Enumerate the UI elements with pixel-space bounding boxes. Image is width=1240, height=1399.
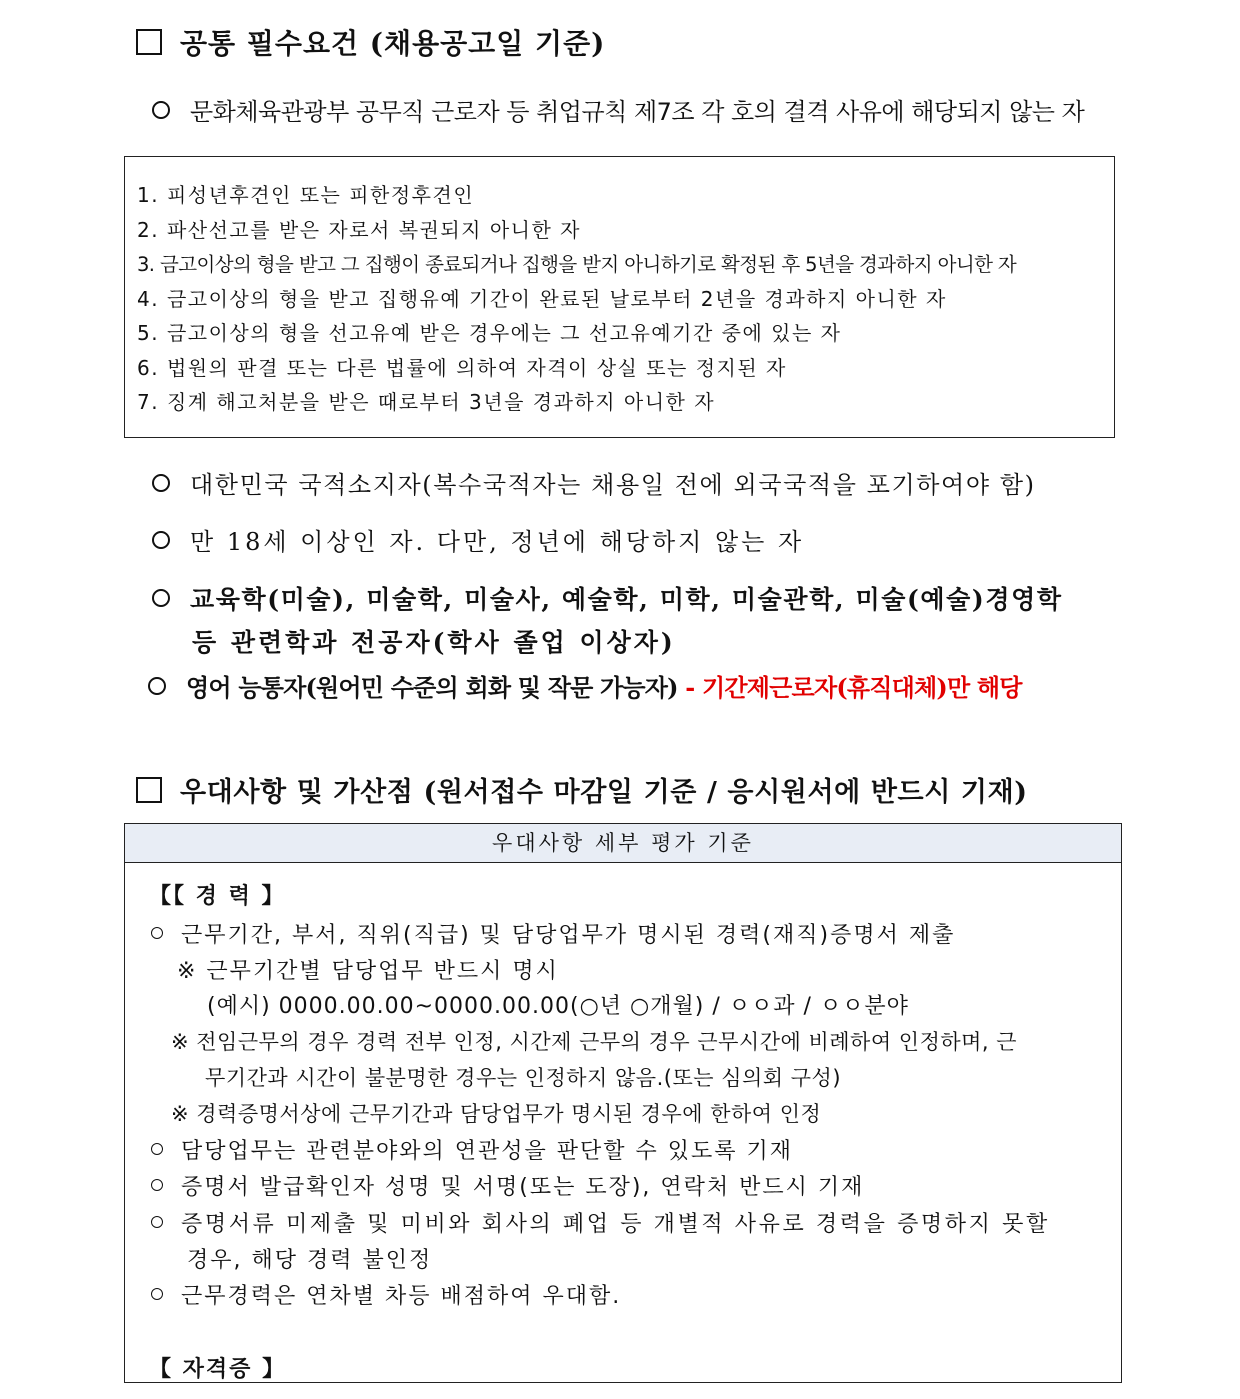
license-title: 【 자격증 】: [149, 1357, 287, 1382]
bullet-major: 교육학(미술), 미술학, 미술사, 예술학, 미학, 미술관학, 미술(예술)경영학: [152, 580, 1063, 616]
circle-bullet-icon: [152, 589, 170, 607]
career-example: (예시) 0000.00.00~0000.00.00(○년 ○개월) / ㅇㅇ과 / ㅇㅇ분야: [207, 994, 909, 1019]
list-item: 2. 파산선고를 받은 자로서 복권되지 아니한 자: [137, 218, 581, 242]
circle-bullet-icon: [148, 677, 166, 695]
circle-bullet-icon: [152, 474, 170, 492]
career-note: ※ 경력증명서상에 근무기간과 담당업무가 명시된 경우에 한하여 인정: [171, 1102, 822, 1126]
career-note: ※ 근무기간별 담당업무 반드시 명시: [177, 959, 559, 984]
circle-bullet-icon: [152, 101, 170, 119]
career-note-continued: 무기간과 시간이 불분명한 경우는 인정하지 않음.(또는 심의회 구성): [205, 1066, 842, 1090]
circle-bullet-icon: [151, 1288, 163, 1300]
disqualification-box: [124, 156, 1115, 438]
list-item: 3. 금고이상의 형을 받고 그 집행이 종료되거나 집행을 받지 아니하기로 확정된 후 5년을 경과하지 아니한 자: [137, 253, 1017, 276]
section-heading-text: 우대사항 및 가산점 (원서접수 마감일 기준 / 응시원서에 반드시 기재): [180, 777, 1028, 808]
list-item: 1. 피성년후견인 또는 피한정후견인: [137, 183, 475, 207]
list-item: 5. 금고이상의 형을 선고유예 받은 경우에는 그 선고유예기간 중에 있는 자: [137, 321, 842, 345]
career-line-continued: 경우, 해당 경력 불인정: [187, 1248, 433, 1273]
bullet-age: 만 18세 이상인 자. 다만, 정년에 해당하지 않는 자: [152, 522, 804, 557]
list-item: 6. 법원의 판결 또는 다른 법률에 의하여 자격이 상실 또는 정지된 자: [137, 356, 787, 380]
bullet-intro: 문화체육관광부 공무직 근로자 등 취업규칙 제7조 각 호의 결격 사유에 해당되지 않는 자: [152, 92, 1084, 127]
bullet-english: 영어 능통자(원어민 수준의 회화 및 작문 가능자) - 기간제근로자(휴직대체)만 해당: [148, 668, 1022, 703]
english-note: - 기간제근로자(휴직대체)만 해당: [677, 673, 1022, 702]
career-line: 증명서 발급확인자 성명 및 서명(또는 도장), 연락처 반드시 기재: [151, 1170, 864, 1201]
career-line: 담당업무는 관련분야와의 연관성을 판단할 수 있도록 기재: [151, 1134, 793, 1165]
career-line: 근무기간, 부서, 직위(직급) 및 담당업무가 명시된 경력(재직)증명서 제출: [151, 918, 955, 949]
preference-criteria-table: [124, 823, 1122, 1383]
career-line: 증명서류 미제출 및 미비와 회사의 폐업 등 개별적 사유로 경력을 증명하지 못할: [151, 1207, 1050, 1238]
table-header: 우대사항 세부 평가 기준: [125, 824, 1121, 863]
circle-bullet-icon: [151, 1143, 163, 1155]
list-item: 4. 금고이상의 형을 받고 집행유예 기간이 완료된 날로부터 2년을 경과하지 아니한 자: [137, 287, 947, 311]
circle-bullet-icon: [151, 1216, 163, 1228]
career-line: 근무경력은 연차별 차등 배점하여 우대함.: [151, 1279, 621, 1310]
circle-bullet-icon: [151, 1179, 163, 1191]
bullet-major-continued: 등 관련학과 전공자(학사 졸업 이상자): [192, 628, 676, 657]
circle-bullet-icon: [152, 531, 170, 549]
checkbox-icon: [136, 29, 162, 55]
bullet-nationality: 대한민국 국적소지자(복수국적자는 채용일 전에 외국국적을 포기하여야 함): [152, 465, 1036, 500]
list-item: 7. 징계 해고처분을 받은 때로부터 3년을 경과하지 아니한 자: [137, 390, 716, 414]
section-heading-text: 공통 필수요건 (채용공고일 기준): [180, 27, 606, 60]
circle-bullet-icon: [151, 927, 163, 939]
section-heading-requirements: [136, 22, 605, 62]
section-heading-preferences: [136, 770, 1028, 809]
career-title: 【【 경 력 】: [149, 884, 286, 909]
career-note: ※ 전임근무의 경우 경력 전부 인정, 시간제 근무의 경우 근무시간에 비례하여 인정하며, 근: [171, 1030, 1018, 1054]
checkbox-icon: [136, 777, 162, 803]
